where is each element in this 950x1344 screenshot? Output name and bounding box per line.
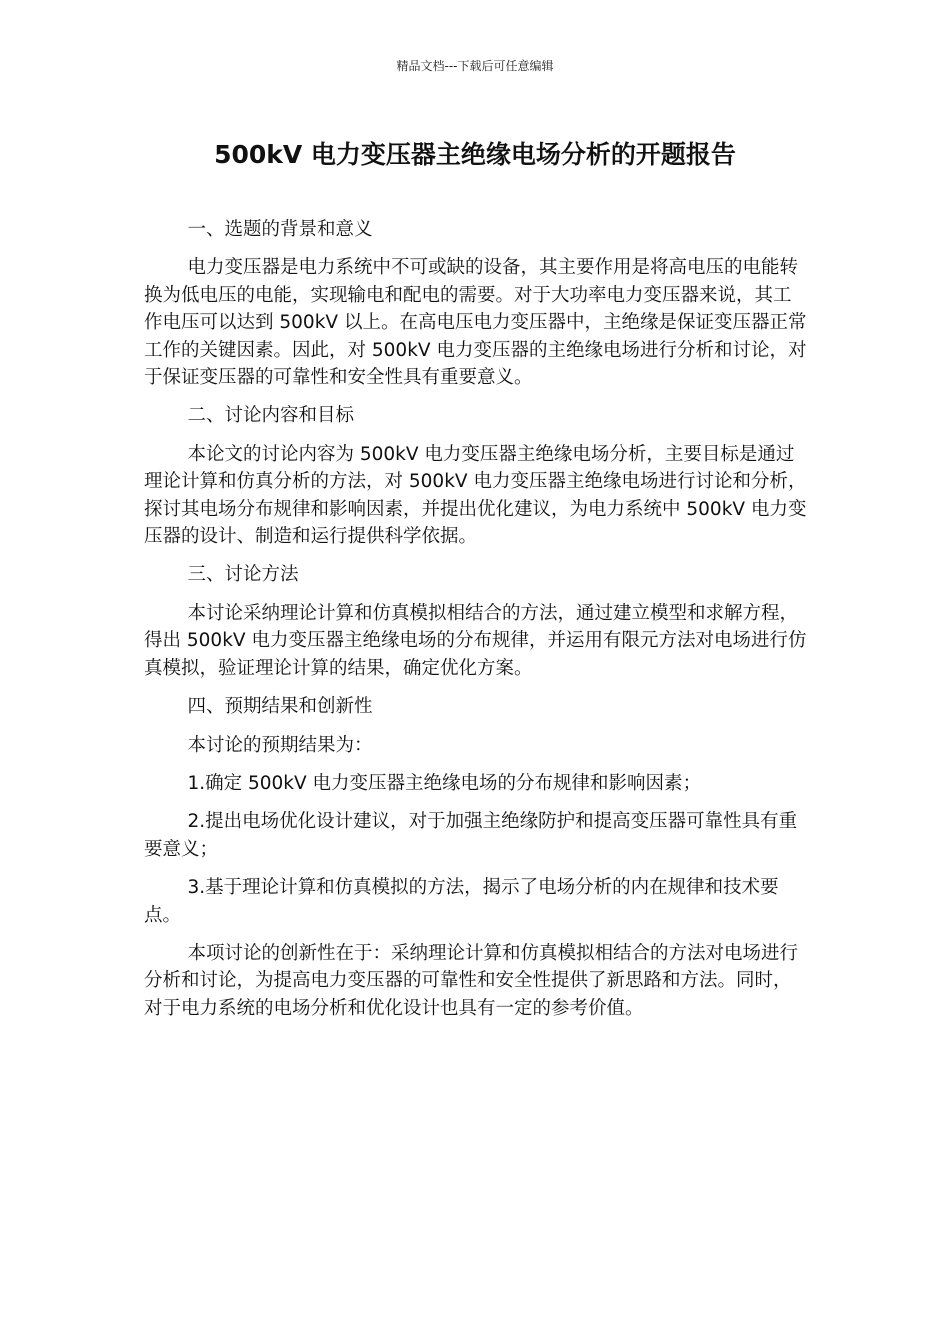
paragraph-expected-intro: 本讨论的预期结果为： <box>187 734 373 756</box>
paragraph-innovation: 本项讨论的创新性在于：采纳理论计算和仿真模拟相结合的方法对电场进行分析和讨论，为提高电力变压器的可靠性和安全性提供了新思路和方法。同时，对于电力系统的电场分析和优化设计也具有一定的参考价值。 <box>144 942 798 1019</box>
header-watermark: 精品文档---下载后可任意编辑 <box>396 59 554 73</box>
list-item-result-1: 1.确定 500kV 电力变压器主绝缘电场的分布规律和影响因素； <box>187 772 702 794</box>
list-item-result-2: 2.提出电场优化设计建议，对于加强主绝缘防护和提高变压器可靠性具有重要意义； <box>144 811 798 860</box>
section-heading-expected-results: 四、预期结果和创新性 <box>187 696 373 718</box>
list-item-result-3: 3.基于理论计算和仿真模拟的方法，揭示了电场分析的内在规律和技术要点。 <box>144 877 779 926</box>
paragraph-content-goals: 本论文的讨论内容为 500kV 电力变压器主绝缘电场分析，主要目标是通过理论计算和仿真分析的方法，对 500kV 电力变压器主绝缘电场进行讨论和分析，探讨其电场分布规律和影响因素，并提出优化建议，为电力系统中 500kV 电力变压器的设计、制造和运行提供科学依据。 <box>144 443 807 548</box>
section-heading-content-goals: 二、讨论内容和目标 <box>187 405 354 427</box>
document-title: 500kV 电力变压器主绝缘电场分析的开题报告 <box>214 140 736 169</box>
document-body <box>144 216 808 1033</box>
paragraph-method: 本讨论采纳理论计算和仿真模拟相结合的方法，通过建立模型和求解方程，得出 500kV 电力变压器主绝缘电场的分布规律，并运用有限元方法对电场进行仿真模拟，验证理论计算的结果，确定优化方案。 <box>144 602 807 679</box>
section-heading-background: 一、选题的背景和意义 <box>187 219 373 240</box>
section-heading-method: 三、讨论方法 <box>187 564 299 586</box>
paragraph-background: 电力变压器是电力系统中不可或缺的设备，其主要作用是将高电压的电能转换为低电压的电能，实现输电和配电的需要。对于大功率电力变压器来说，其工作电压可以达到 500kV 以上。在高电压电力变压器中，主绝缘是保证变压器正常工作的关键因素。因此，对 500kV 电力变压器的主绝缘电场进行分析和讨论，对于保证变压器的可靠性和安全性具有重要意义。 <box>144 257 807 389</box>
